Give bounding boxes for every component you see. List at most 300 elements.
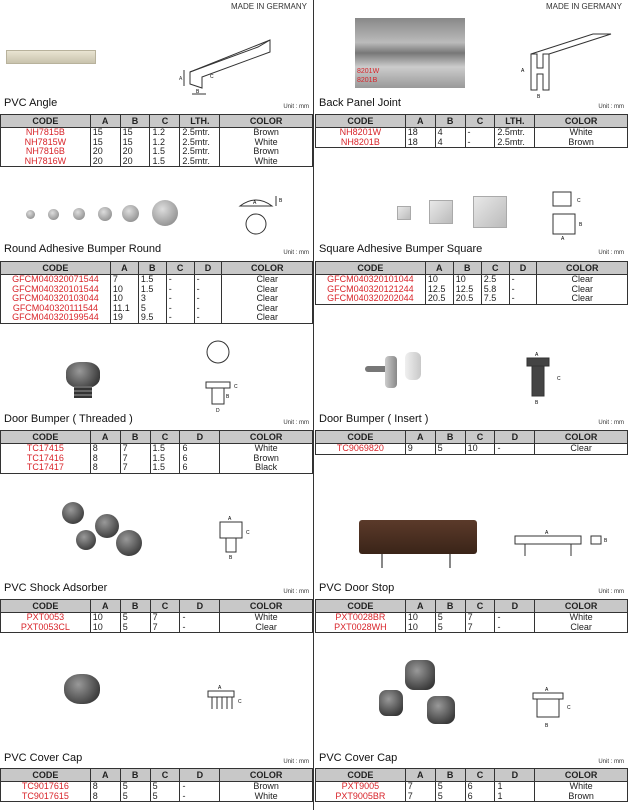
column-header: D [194,262,222,275]
svg-text:A: A [521,68,525,74]
table-cell: 10 [110,285,138,295]
column-header: B [435,769,465,782]
table-cell: - [194,285,222,295]
door-stop-photo [381,554,383,568]
door-bumper-threaded-table [0,430,313,474]
table-cell: Clear [222,304,313,314]
table-cell: Clear [537,275,628,285]
table-cell: 9 [405,444,435,455]
table-cell: Black [220,463,313,473]
table-cell: Brown [220,454,313,464]
table-cell: 5 [120,782,150,792]
table-cell: Clear [222,294,313,304]
table-row [1,313,313,323]
table-row [316,613,628,623]
svg-text:A: A [545,530,549,536]
table-cell: Brown [220,128,313,138]
product-code: NH7816B [1,147,91,157]
table-header-row [316,769,628,782]
table-cell: 5 [435,623,465,633]
table-cell: 1.5 [150,157,180,167]
table-cell: - [509,285,537,295]
svg-text:B: B [604,538,608,544]
column-header: COLOR [537,262,628,275]
round-bumper-table [0,261,313,324]
left-column [0,0,313,810]
column-header: A [90,115,120,128]
column-header: D [180,600,220,613]
column-header: A [90,769,120,782]
product-code: PXT0028WH [316,623,406,633]
column-header: CODE [316,769,406,782]
column-header: A [405,115,435,128]
table-header-row [1,262,313,275]
column-header: B [435,431,465,444]
square-bumper-title: Square Adhesive Bumper Square [319,243,483,255]
svg-text:C: C [557,376,561,382]
back-panel-joint-table [315,114,628,148]
table-cell: 6 [180,454,220,464]
column-header: C [465,769,495,782]
shock-adsorber-photo [95,514,119,538]
door-bumper-insert-diagram [523,350,583,410]
product-code: TC17416 [1,454,91,464]
column-header: COLOR [220,769,313,782]
column-header: B [435,600,465,613]
table-cell: Brown [535,792,628,802]
unit-label: Unit : mm [598,759,624,765]
table-header-row [1,600,313,613]
table-cell: - [465,128,495,138]
table-cell: 2.5mtr. [495,128,535,138]
table-cell: - [194,294,222,304]
column-header: B [138,262,166,275]
table-row [316,444,628,455]
column-header: CODE [1,431,91,444]
table-cell: - [194,304,222,314]
column-header: B [453,262,481,275]
table-cell: 20.5 [453,294,481,304]
column-header: COLOR [220,600,313,613]
table-cell: 7 [150,613,180,623]
product-code: PXT0028BR [316,613,406,623]
table-cell: Brown [535,138,628,148]
back-panel-joint-diagram [513,26,623,101]
table-cell: 18 [405,138,435,148]
table-cell: 18 [405,128,435,138]
table-cell: 5 [120,613,150,623]
table-cell: 1.5 [150,444,180,454]
table-cell: 7 [120,463,150,473]
right-column [315,0,628,810]
svg-text:C: C [238,699,242,705]
product-code: TC17417 [1,463,91,473]
table-cell: 5 [435,782,465,792]
table-row [316,128,628,138]
table-cell: 1.5 [150,454,180,464]
table-header-row [316,600,628,613]
table-cell: 15 [90,138,120,148]
table-cell: 1.5 [138,285,166,295]
svg-text:B: B [196,89,200,95]
shock-adsorber-title: PVC Shock Adsorber [4,582,108,594]
table-cell: 5.8 [481,285,509,295]
table-cell: 10 [405,613,435,623]
table-cell: 5 [435,792,465,802]
product-code: TC9069820 [316,444,406,455]
unit-label: Unit : mm [598,589,624,595]
shock-adsorber-photo [116,530,142,556]
table-cell: Brown [220,782,313,792]
door-bumper-insert-photo [405,352,421,380]
column-header: A [405,600,435,613]
table-cell: 5 [120,792,150,802]
unit-label: Unit : mm [283,250,309,256]
table-cell: White [220,613,313,623]
table-header-row [316,115,628,128]
table-row [1,128,313,138]
table-cell: 2.5mtr. [180,147,220,157]
table-cell: White [535,613,628,623]
table-cell: 1.2 [150,128,180,138]
table-cell: 2.5mtr. [495,138,535,148]
table-row [1,444,313,454]
column-header: COLOR [535,431,628,444]
unit-label: Unit : mm [598,104,624,110]
cover-cap-diagram [529,685,589,735]
round-bumper-title: Round Adhesive Bumper Round [4,243,162,255]
table-row [1,792,313,802]
table-cell: 20.5 [425,294,453,304]
column-header: LTH. [180,115,220,128]
table-cell: 7 [465,623,495,633]
table-row [1,782,313,792]
back-panel-joint-title: Back Panel Joint [319,97,401,109]
door-bumper-threaded-diagram [200,338,250,418]
table-cell: 10 [110,294,138,304]
table-cell: - [465,138,495,148]
table-cell: 5 [150,792,180,802]
table-cell: 8 [90,444,120,454]
table-cell: 10 [425,275,453,285]
column-header: COLOR [220,431,313,444]
product-code: GFCM040320101544 [1,285,111,295]
table-cell: - [180,623,220,633]
round-bumper-photo [122,205,139,222]
table-cell: 19 [110,313,138,323]
svg-text:A: A [561,236,565,242]
svg-text:B: B [537,94,541,100]
shock-adsorber-photo [76,530,96,550]
cover-cap-table [315,768,628,802]
table-cell: 15 [120,128,150,138]
table-header-row [316,262,628,275]
table-cell: - [166,285,194,295]
table-cell: 3 [138,294,166,304]
product-code: PXT9005 [316,782,406,792]
product-code: NH8201W [316,128,406,138]
table-cell: - [166,304,194,314]
column-header: CODE [1,600,91,613]
table-cell: 7 [405,782,435,792]
svg-text:A: A [228,516,232,522]
round-bumper-photo [73,208,85,220]
door-bumper-threaded-photo [66,362,100,388]
table-cell: 10 [90,623,120,633]
column-header: D [180,769,220,782]
column-header: B [120,115,150,128]
product-code: TC17415 [1,444,91,454]
column-header: C [465,431,495,444]
table-cell: 1 [495,792,535,802]
product-code: GFCM040320071544 [1,275,111,285]
column-header: D [509,262,537,275]
table-cell: Clear [222,285,313,295]
column-header: C [150,115,180,128]
svg-text:A: A [535,352,539,358]
table-cell: 6 [465,782,495,792]
product-code: GFCM040320199544 [1,313,111,323]
product-code: GFCM040320111544 [1,304,111,314]
table-cell: 1.2 [150,138,180,148]
round-bumper-diagram [236,188,296,238]
shock-adsorber-table [0,599,313,633]
door-stop-photo [449,554,451,568]
column-header: A [90,431,120,444]
table-cell: 20 [90,147,120,157]
door-bumper-insert-photo [365,350,429,390]
product-code: PXT0053 [1,613,91,623]
column-header: CODE [316,115,406,128]
table-header-row [316,431,628,444]
unit-label: Unit : mm [283,759,309,765]
table-cell: 10 [465,444,495,455]
table-row [1,157,313,167]
product-code: GFCM040320103044 [1,294,111,304]
pvc-angle-diagram [170,22,300,97]
door-stop-table [315,599,628,633]
cover-cap-photo [427,696,455,724]
round-bumper-photo [98,207,112,221]
door-bumper-insert-title: Door Bumper ( Insert ) [319,413,429,425]
table-cell: 7 [120,454,150,464]
table-cell: 10 [90,613,120,623]
column-header: COLOR [535,115,628,128]
table-cell: - [495,444,535,455]
table-cell: - [166,313,194,323]
door-bumper-insert-table [315,430,628,455]
table-cell: White [220,444,313,454]
column-header: C [166,262,194,275]
table-cell: - [180,792,220,802]
svg-text:A: A [218,685,222,691]
table-cell: White [220,792,313,802]
cover-cap-photo [405,660,435,690]
table-cell: 5 [120,623,150,633]
column-header: COLOR [220,115,313,128]
column-header: D [495,600,535,613]
table-cell: 6 [465,792,495,802]
table-cell: Clear [220,623,313,633]
pvc-angle-table [0,114,313,167]
back-panel-img-label-white: 8201W [357,68,380,75]
column-header: D [495,431,535,444]
svg-text:A: A [179,76,183,82]
product-code: NH8201B [316,138,406,148]
product-code: GFCM040320101044 [316,275,426,285]
table-cell: 12.5 [453,285,481,295]
svg-text:C: C [246,530,250,536]
door-stop-photo [359,520,477,554]
column-header: C [481,262,509,275]
product-code: GFCM040320121244 [316,285,426,295]
table-header-row [1,115,313,128]
product-code: PXT9005BR [316,792,406,802]
column-divider [313,0,314,810]
table-cell: Clear [222,313,313,323]
door-bumper-insert-photo [385,356,397,388]
svg-text:C: C [210,74,214,80]
square-bumper-table [315,261,628,305]
table-row [316,792,628,802]
cover-cap-photo [379,690,403,716]
column-header: B [120,600,150,613]
square-bumper-photo [397,206,411,220]
table-cell: 4 [435,128,465,138]
table-cell: 8 [90,792,120,802]
table-cell: 9.5 [138,313,166,323]
round-bumper-photo [48,209,59,220]
table-cell: 2.5 [481,275,509,285]
table-cell: 4 [435,138,465,148]
svg-text:B: B [279,198,283,204]
column-header: C [150,769,180,782]
table-cell: - [166,294,194,304]
column-header: CODE [316,431,406,444]
table-row [316,782,628,792]
table-row [316,138,628,148]
table-cell: 1.5 [138,275,166,285]
table-cell: 20 [120,147,150,157]
column-header: A [405,769,435,782]
column-header: CODE [316,600,406,613]
pvc-angle-title: PVC Angle [4,97,58,109]
table-cell: 15 [90,128,120,138]
table-cell: 7 [465,613,495,623]
table-row [1,613,313,623]
unit-label: Unit : mm [283,420,309,426]
table-cell: 8 [90,782,120,792]
svg-text:C: C [567,705,571,711]
table-cell: 10 [453,275,481,285]
product-code: PXT0053CL [1,623,91,633]
column-header: C [150,431,180,444]
column-header: C [465,115,495,128]
product-code: GFCM040320202044 [316,294,426,304]
svg-text:B: B [229,555,233,561]
column-header: A [425,262,453,275]
table-cell: 8 [90,463,120,473]
cover-cap-diagram [204,683,254,723]
table-cell: 6 [180,444,220,454]
table-cell: Clear [535,444,628,455]
table-cell: - [495,623,535,633]
table-cell: - [509,294,537,304]
column-header: B [120,431,150,444]
table-cell: 5 [138,304,166,314]
cover-cap-title: PVC Cover Cap [4,752,83,764]
table-cell: 7.5 [481,294,509,304]
table-cell: 10 [405,623,435,633]
product-code: NH7815B [1,128,91,138]
square-bumper-diagram [547,186,607,242]
column-header: A [90,600,120,613]
table-cell: - [495,613,535,623]
column-header: CODE [1,115,91,128]
column-header: B [120,769,150,782]
door-stop-diagram [511,522,621,562]
product-code: TC9017616 [1,782,91,792]
product-code: TC9017615 [1,792,91,802]
table-row [316,275,628,285]
table-row [316,623,628,633]
table-cell: 2.5mtr. [180,138,220,148]
unit-label: Unit : mm [283,589,309,595]
column-header: C [465,600,495,613]
cover-cap-table [0,768,313,802]
table-cell: 1.5 [150,463,180,473]
column-header: D [495,769,535,782]
door-bumper-threaded-title: Door Bumper ( Threaded ) [4,413,133,425]
table-cell: White [220,157,313,167]
svg-text:A: A [545,687,549,693]
table-cell: 20 [90,157,120,167]
column-header: COLOR [222,262,313,275]
table-cell: - [180,613,220,623]
table-row [316,294,628,304]
column-header: LTH. [495,115,535,128]
round-bumper-photo [152,200,178,226]
table-cell: Clear [535,623,628,633]
column-header: A [405,431,435,444]
svg-text:D: D [216,408,220,414]
table-cell: 6 [180,463,220,473]
round-bumper-photo [26,210,35,219]
column-header: D [180,431,220,444]
table-cell: 1 [495,782,535,792]
column-header: CODE [1,262,111,275]
cover-cap-title: PVC Cover Cap [319,752,398,764]
table-cell: - [509,275,537,285]
table-cell: Clear [222,275,313,285]
table-cell: - [194,275,222,285]
svg-text:C: C [577,198,581,204]
table-cell: 15 [120,138,150,148]
unit-label: Unit : mm [598,420,624,426]
made-in-germany-label: MADE IN GERMANY [545,2,622,11]
column-header: A [110,262,138,275]
table-cell: White [220,138,313,148]
table-cell: - [180,782,220,792]
table-cell: Clear [537,285,628,295]
table-cell: - [194,313,222,323]
table-cell: 20 [120,157,150,167]
table-row [1,463,313,473]
column-header: B [435,115,465,128]
svg-text:B: B [535,400,539,406]
table-cell: Clear [537,294,628,304]
svg-text:B: B [579,222,583,228]
